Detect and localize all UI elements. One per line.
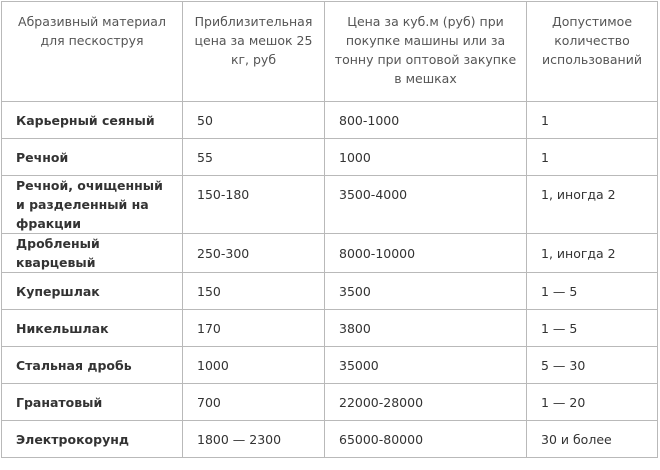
cell-bulk-price: 800-1000: [325, 102, 527, 139]
cell-reuse-count: 1, иногда 2: [527, 176, 658, 234]
header-reuse-count: Допустимое количество использований: [527, 2, 658, 102]
cell-bulk-price: 22000-28000: [325, 384, 527, 421]
table-row: [2, 102, 658, 139]
abrasive-price-table: [1, 1, 658, 458]
cell-reuse-count: 1 — 5: [527, 310, 658, 347]
table-row: [2, 421, 658, 458]
cell-bulk-price: 3500-4000: [325, 176, 527, 234]
cell-bag-price: 50: [183, 102, 325, 139]
cell-material: Электрокорунд: [2, 421, 183, 458]
cell-material: Гранатовый: [2, 384, 183, 421]
cell-bag-price: 1800 — 2300: [183, 421, 325, 458]
header-row: [2, 2, 658, 102]
header-material: Абразивный материал для пескоструя: [2, 2, 183, 102]
cell-reuse-count: 1 — 5: [527, 273, 658, 310]
table-row: [2, 234, 658, 273]
table-row: [2, 347, 658, 384]
table-row: [2, 139, 658, 176]
table-row: [2, 273, 658, 310]
cell-bulk-price: 3800: [325, 310, 527, 347]
cell-reuse-count: 1, иногда 2: [527, 234, 658, 273]
cell-reuse-count: 5 — 30: [527, 347, 658, 384]
cell-material: Стальная дробь: [2, 347, 183, 384]
table-row: [2, 384, 658, 421]
cell-bag-price: 1000: [183, 347, 325, 384]
cell-bag-price: 700: [183, 384, 325, 421]
cell-bulk-price: 65000-80000: [325, 421, 527, 458]
cell-reuse-count: 30 и более: [527, 421, 658, 458]
cell-material: Речной: [2, 139, 183, 176]
cell-bulk-price: 3500: [325, 273, 527, 310]
cell-bag-price: 150: [183, 273, 325, 310]
cell-bag-price: 150-180: [183, 176, 325, 234]
cell-bulk-price: 35000: [325, 347, 527, 384]
table-body: [2, 102, 658, 458]
cell-reuse-count: 1: [527, 139, 658, 176]
table-row: [2, 310, 658, 347]
cell-reuse-count: 1: [527, 102, 658, 139]
cell-reuse-count: 1 — 20: [527, 384, 658, 421]
table-header: [2, 2, 658, 102]
table-row: [2, 176, 658, 234]
cell-material: Речной, очищенный и разделенный на фракции: [2, 176, 183, 234]
cell-material: Никельшлак: [2, 310, 183, 347]
cell-bag-price: 170: [183, 310, 325, 347]
cell-material: Купершлак: [2, 273, 183, 310]
cell-bag-price: 250-300: [183, 234, 325, 273]
cell-material: Дробленый кварцевый: [2, 234, 183, 273]
header-bulk-price: Цена за куб.м (руб) при покупке машины или за тонну при оптовой закупке в мешках: [325, 2, 527, 102]
cell-bag-price: 55: [183, 139, 325, 176]
cell-bulk-price: 1000: [325, 139, 527, 176]
cell-bulk-price: 8000-10000: [325, 234, 527, 273]
header-bag-price: Приблизительная цена за мешок 25 кг, руб: [183, 2, 325, 102]
cell-material: Карьерный сеяный: [2, 102, 183, 139]
